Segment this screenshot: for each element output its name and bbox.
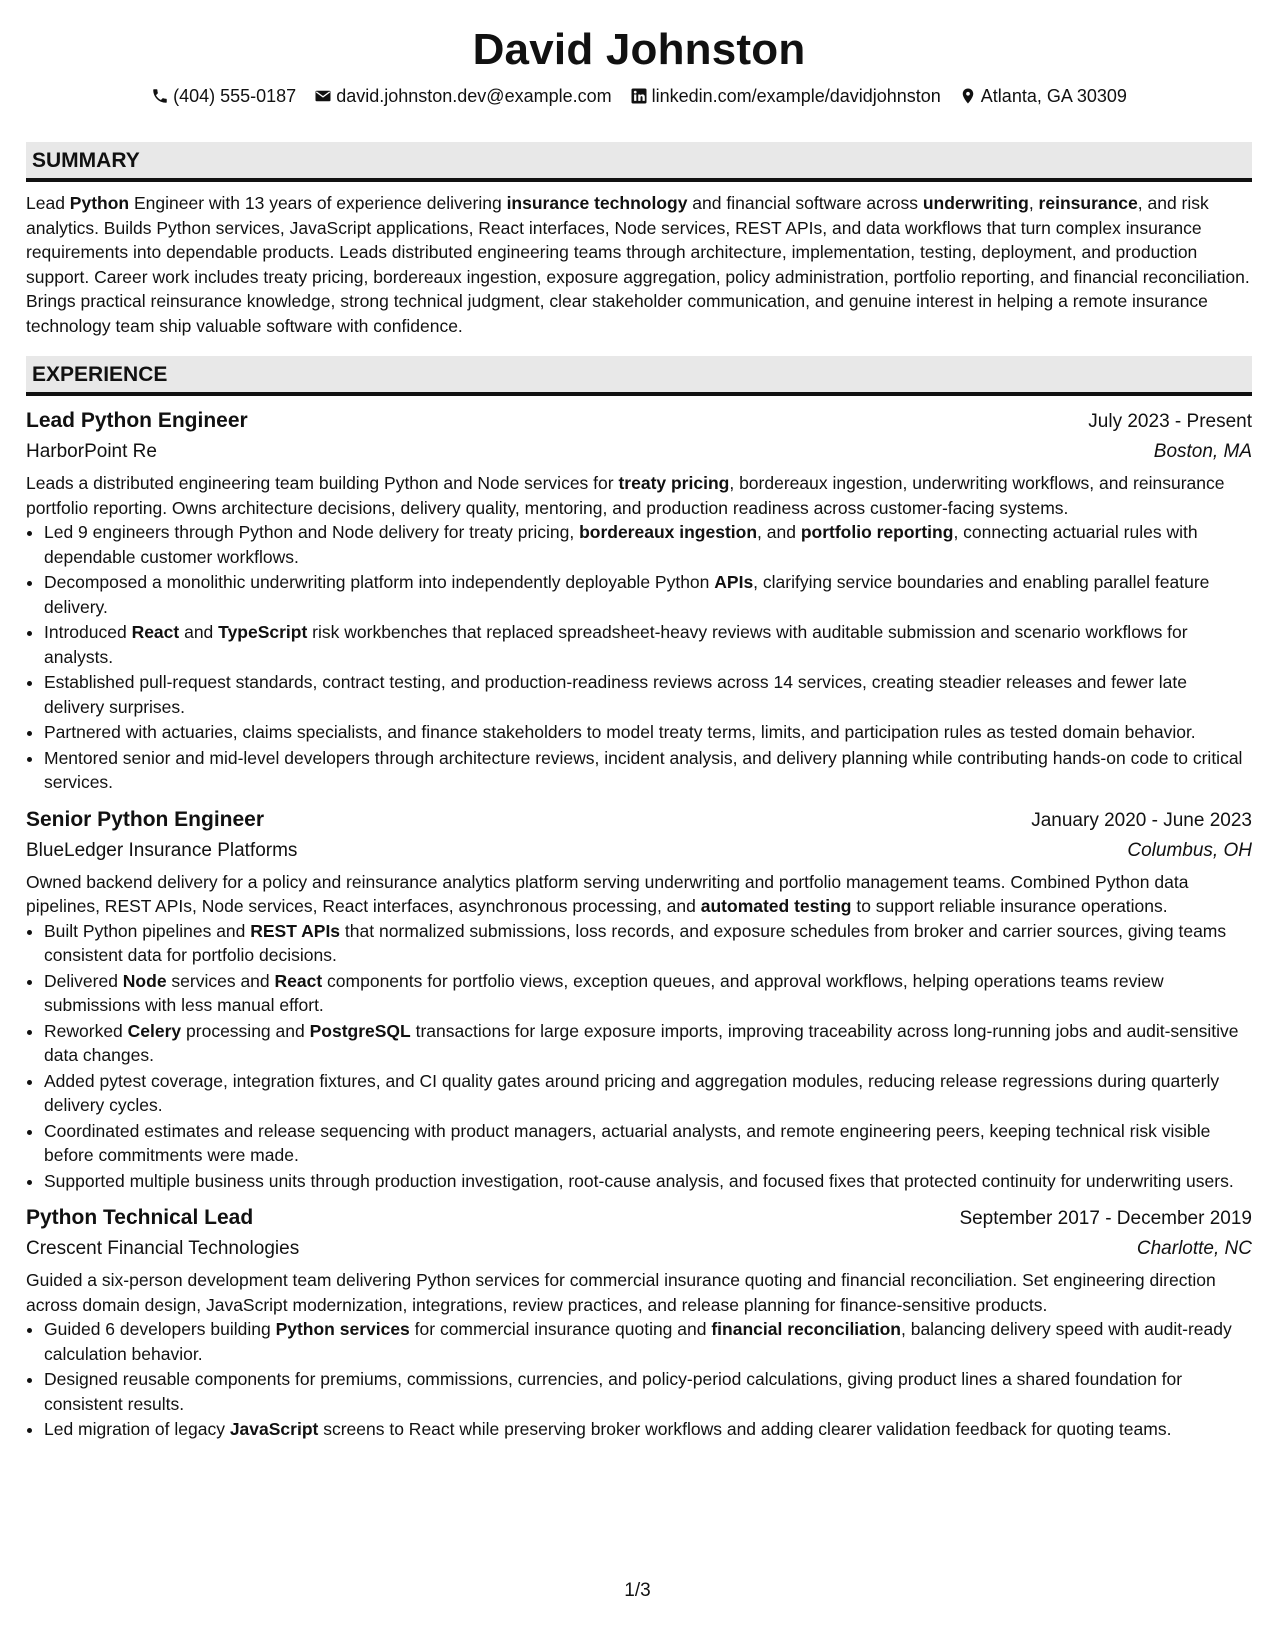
phone-text: (404) 555-0187	[173, 86, 297, 106]
linkedin-text[interactable]: linkedin.com/example/davidjohnston	[651, 86, 941, 106]
text-run: risk workbenches that replaced spreadsheet-heavy reviews with auditable submission and scenario workflows for analysts.	[44, 622, 1188, 667]
text-run: Delivered	[44, 970, 123, 991]
bullet-item	[44, 1169, 1252, 1194]
job-location: Columbus, OH	[1127, 839, 1252, 861]
location-text: Atlanta, GA 30309	[980, 86, 1127, 106]
text-run: for commercial insurance quoting and	[409, 1319, 712, 1339]
text-run: Led 9 engineers through Python and Node delivery for treaty pricing,	[44, 522, 580, 542]
job-description	[26, 870, 1252, 919]
text-run: Guided a six-person development team delivering Python services for commercial insurance quoting and financial reconciliation. Set engineering direction across domain design, JavaScript modernization, integrations, review practices, and release planning for finance-sensitive products.	[26, 1270, 1216, 1315]
job-bullets	[26, 919, 1252, 1194]
bold-keyword: insurance technology	[506, 193, 688, 213]
text-run: ,	[1028, 193, 1039, 213]
summary-text	[26, 191, 1252, 338]
text-run: Established pull-request standards, contract testing, and production-readiness reviews across 14 services, creating steadier releases and fewer late delivery surprises.	[44, 672, 1187, 717]
contact-location	[959, 84, 1127, 108]
bold-keyword: underwriting	[922, 193, 1029, 213]
job-bullets	[26, 520, 1252, 795]
bullet-item	[44, 720, 1252, 745]
text-run: components for portfolio views, exception queues, and approval workflows, helping operations teams review submissions with less manual effort.	[44, 970, 1164, 1015]
bullet-item	[44, 670, 1252, 719]
job-entry	[26, 805, 1252, 1194]
job-dates: September 2017 - December 2019	[959, 1208, 1252, 1229]
resume-page	[26, 22, 1252, 1443]
bold-keyword: Python services	[275, 1319, 410, 1339]
text-run: Owned backend delivery for a policy and reinsurance analytics platform serving underwriting and portfolio management teams. Combined Python data pipelines, REST APIs, Node services, React interfaces, asynchronous processing, and	[26, 871, 1189, 916]
bold-keyword: TypeScript	[218, 622, 308, 642]
text-run: Lead	[26, 193, 70, 213]
job-company: HarborPoint Re	[26, 441, 157, 462]
text-run: Mentored senior and mid-level developers through architecture reviews, incident analysis, and delivery planning while contributing hands-on code to critical services.	[44, 747, 1243, 792]
job-dates: January 2020 - June 2023	[1031, 809, 1252, 831]
contact-email[interactable]	[314, 84, 611, 108]
job-bullets	[26, 1317, 1252, 1442]
text-run: , balancing delivery speed with audit-ready calculation behavior.	[44, 1319, 1232, 1364]
job-location: Boston, MA	[1153, 441, 1252, 462]
text-run: Designed reusable components for premiums, commissions, currencies, and policy-period calculations, giving product lines a shared foundation for consistent results.	[44, 1369, 1183, 1414]
bullet-item	[44, 620, 1252, 669]
bold-keyword: treaty pricing	[618, 473, 730, 493]
text-run: Built Python pipelines and	[44, 920, 251, 941]
bullet-item	[44, 1069, 1252, 1118]
job-title: Lead Python Engineer	[26, 409, 248, 432]
map-pin-icon	[959, 87, 977, 105]
text-run: , bordereaux ingestion, underwriting workflows, and reinsurance portfolio reporting. Owns architecture decisions, delivery quality, mentoring, and production readiness across customer-facing systems.	[26, 473, 1225, 518]
bold-keyword: Python	[69, 193, 130, 213]
text-run: , and risk analytics. Builds Python services, JavaScript applications, React interfaces, Node services, REST APIs, and data workflows that turn complex insurance requirements into dependable products. Leads distributed engineering teams through architecture, implementation, testing, deployment, and production support. Career work includes treaty pricing, bordereaux ingestion, exposure aggregation, policy administration, portfolio reporting, and financial reconciliation. Brings practical reinsurance knowledge, strong technical judgment, clear stakeholder communication, and genuine interest in helping a remote insurance technology team ship valuable software with confidence.	[26, 193, 1250, 336]
text-run: transactions for large exposure imports, improving traceability across long-running jobs and audit-sensitive data changes.	[44, 1020, 1239, 1065]
linkedin-icon	[630, 87, 648, 105]
bullet-item	[44, 1417, 1252, 1442]
text-run: Coordinated estimates and release sequencing with product managers, actuarial analysts, and remote engineering peers, keeping technical risk visible before commitments were made.	[44, 1120, 1211, 1165]
text-run: processing and	[181, 1020, 310, 1041]
text-run: Reworked	[44, 1020, 128, 1041]
text-run: and financial software across	[687, 193, 923, 213]
envelope-icon	[314, 87, 332, 105]
text-run: Decomposed a monolithic underwriting platform into independently deployable Python	[44, 572, 715, 592]
bold-keyword: portfolio reporting	[800, 522, 954, 542]
text-run: Partnered with actuaries, claims specialists, and finance stakeholders to model treaty terms, limits, and participation rules as tested domain behavior.	[44, 722, 1196, 742]
bold-keyword: JavaScript	[229, 1419, 319, 1439]
bullet-item	[44, 1367, 1252, 1416]
text-run: to support reliable insurance operations.	[851, 896, 1168, 916]
section-heading-summary: SUMMARY	[26, 142, 1252, 182]
section-heading-experience: EXPERIENCE	[26, 356, 1252, 396]
candidate-name: David Johnston	[472, 25, 806, 74]
bold-keyword: APIs	[714, 572, 754, 592]
text-run: , connecting actuarial rules with dependable customer workflows.	[44, 522, 1198, 567]
bold-keyword: automated testing	[700, 896, 852, 916]
bold-keyword: React	[274, 970, 323, 991]
bold-keyword: Node	[122, 970, 167, 991]
contact-bar	[26, 84, 1252, 108]
job-title: Senior Python Engineer	[26, 807, 265, 831]
text-run: Introduced	[44, 622, 132, 642]
text-run: and	[179, 622, 219, 642]
job-entry	[26, 1203, 1252, 1442]
bold-keyword: REST APIs	[250, 920, 341, 941]
text-run: Leads a distributed engineering team building Python and Node services for	[26, 473, 619, 493]
job-company: BlueLedger Insurance Platforms	[26, 839, 298, 861]
job-location: Charlotte, NC	[1136, 1238, 1252, 1259]
text-run: Led migration of legacy	[44, 1419, 230, 1439]
phone-icon	[151, 87, 169, 105]
text-run: screens to React while preserving broker workflows and adding clearer validation feedback for quoting teams.	[318, 1419, 1172, 1439]
text-run: Guided 6 developers building	[44, 1319, 276, 1339]
job-company: Crescent Financial Technologies	[26, 1238, 300, 1259]
bullet-item	[44, 520, 1252, 569]
bold-keyword: financial reconciliation	[711, 1319, 901, 1339]
bold-keyword: reinsurance	[1038, 193, 1138, 213]
bold-keyword: React	[131, 622, 180, 642]
bullet-item	[44, 570, 1252, 619]
text-run: , clarifying service boundaries and enabling parallel feature delivery.	[44, 572, 1210, 617]
bullet-item	[44, 1019, 1252, 1068]
bullet-item	[44, 1119, 1252, 1168]
job-description	[26, 1268, 1252, 1317]
job-dates: July 2023 - Present	[1088, 411, 1252, 432]
job-description	[26, 471, 1252, 520]
contact-phone	[151, 84, 296, 108]
text-run: that normalized submissions, loss records, and exposure schedules from broker and carrier sources, giving teams consistent data for portfolio decisions.	[44, 920, 1227, 965]
text-run: Engineer with 13 years of experience delivering	[129, 193, 507, 213]
job-title: Python Technical Lead	[26, 1206, 254, 1229]
job-entry	[26, 406, 1252, 795]
text-run: , and	[757, 522, 801, 542]
bullet-item	[44, 969, 1252, 1018]
contact-linkedin[interactable]	[630, 84, 941, 108]
bold-keyword: PostgreSQL	[309, 1020, 411, 1041]
bullet-item	[44, 1317, 1252, 1366]
bullet-item	[44, 746, 1252, 795]
page-number: 1/3	[624, 1580, 651, 1601]
email-text[interactable]: david.johnston.dev@example.com	[336, 86, 612, 106]
bold-keyword: Celery	[127, 1020, 182, 1041]
bold-keyword: bordereaux ingestion	[579, 522, 758, 542]
text-run: services and	[166, 970, 275, 991]
experience-list	[26, 406, 1252, 1442]
text-run: Added pytest coverage, integration fixtures, and CI quality gates around pricing and aggregation modules, reducing release regressions during quarterly delivery cycles.	[44, 1070, 1220, 1115]
bullet-item	[44, 919, 1252, 968]
text-run: Supported multiple business units through production investigation, root-cause analysis, and focused fixes that protected continuity for underwriting users.	[44, 1170, 1234, 1191]
